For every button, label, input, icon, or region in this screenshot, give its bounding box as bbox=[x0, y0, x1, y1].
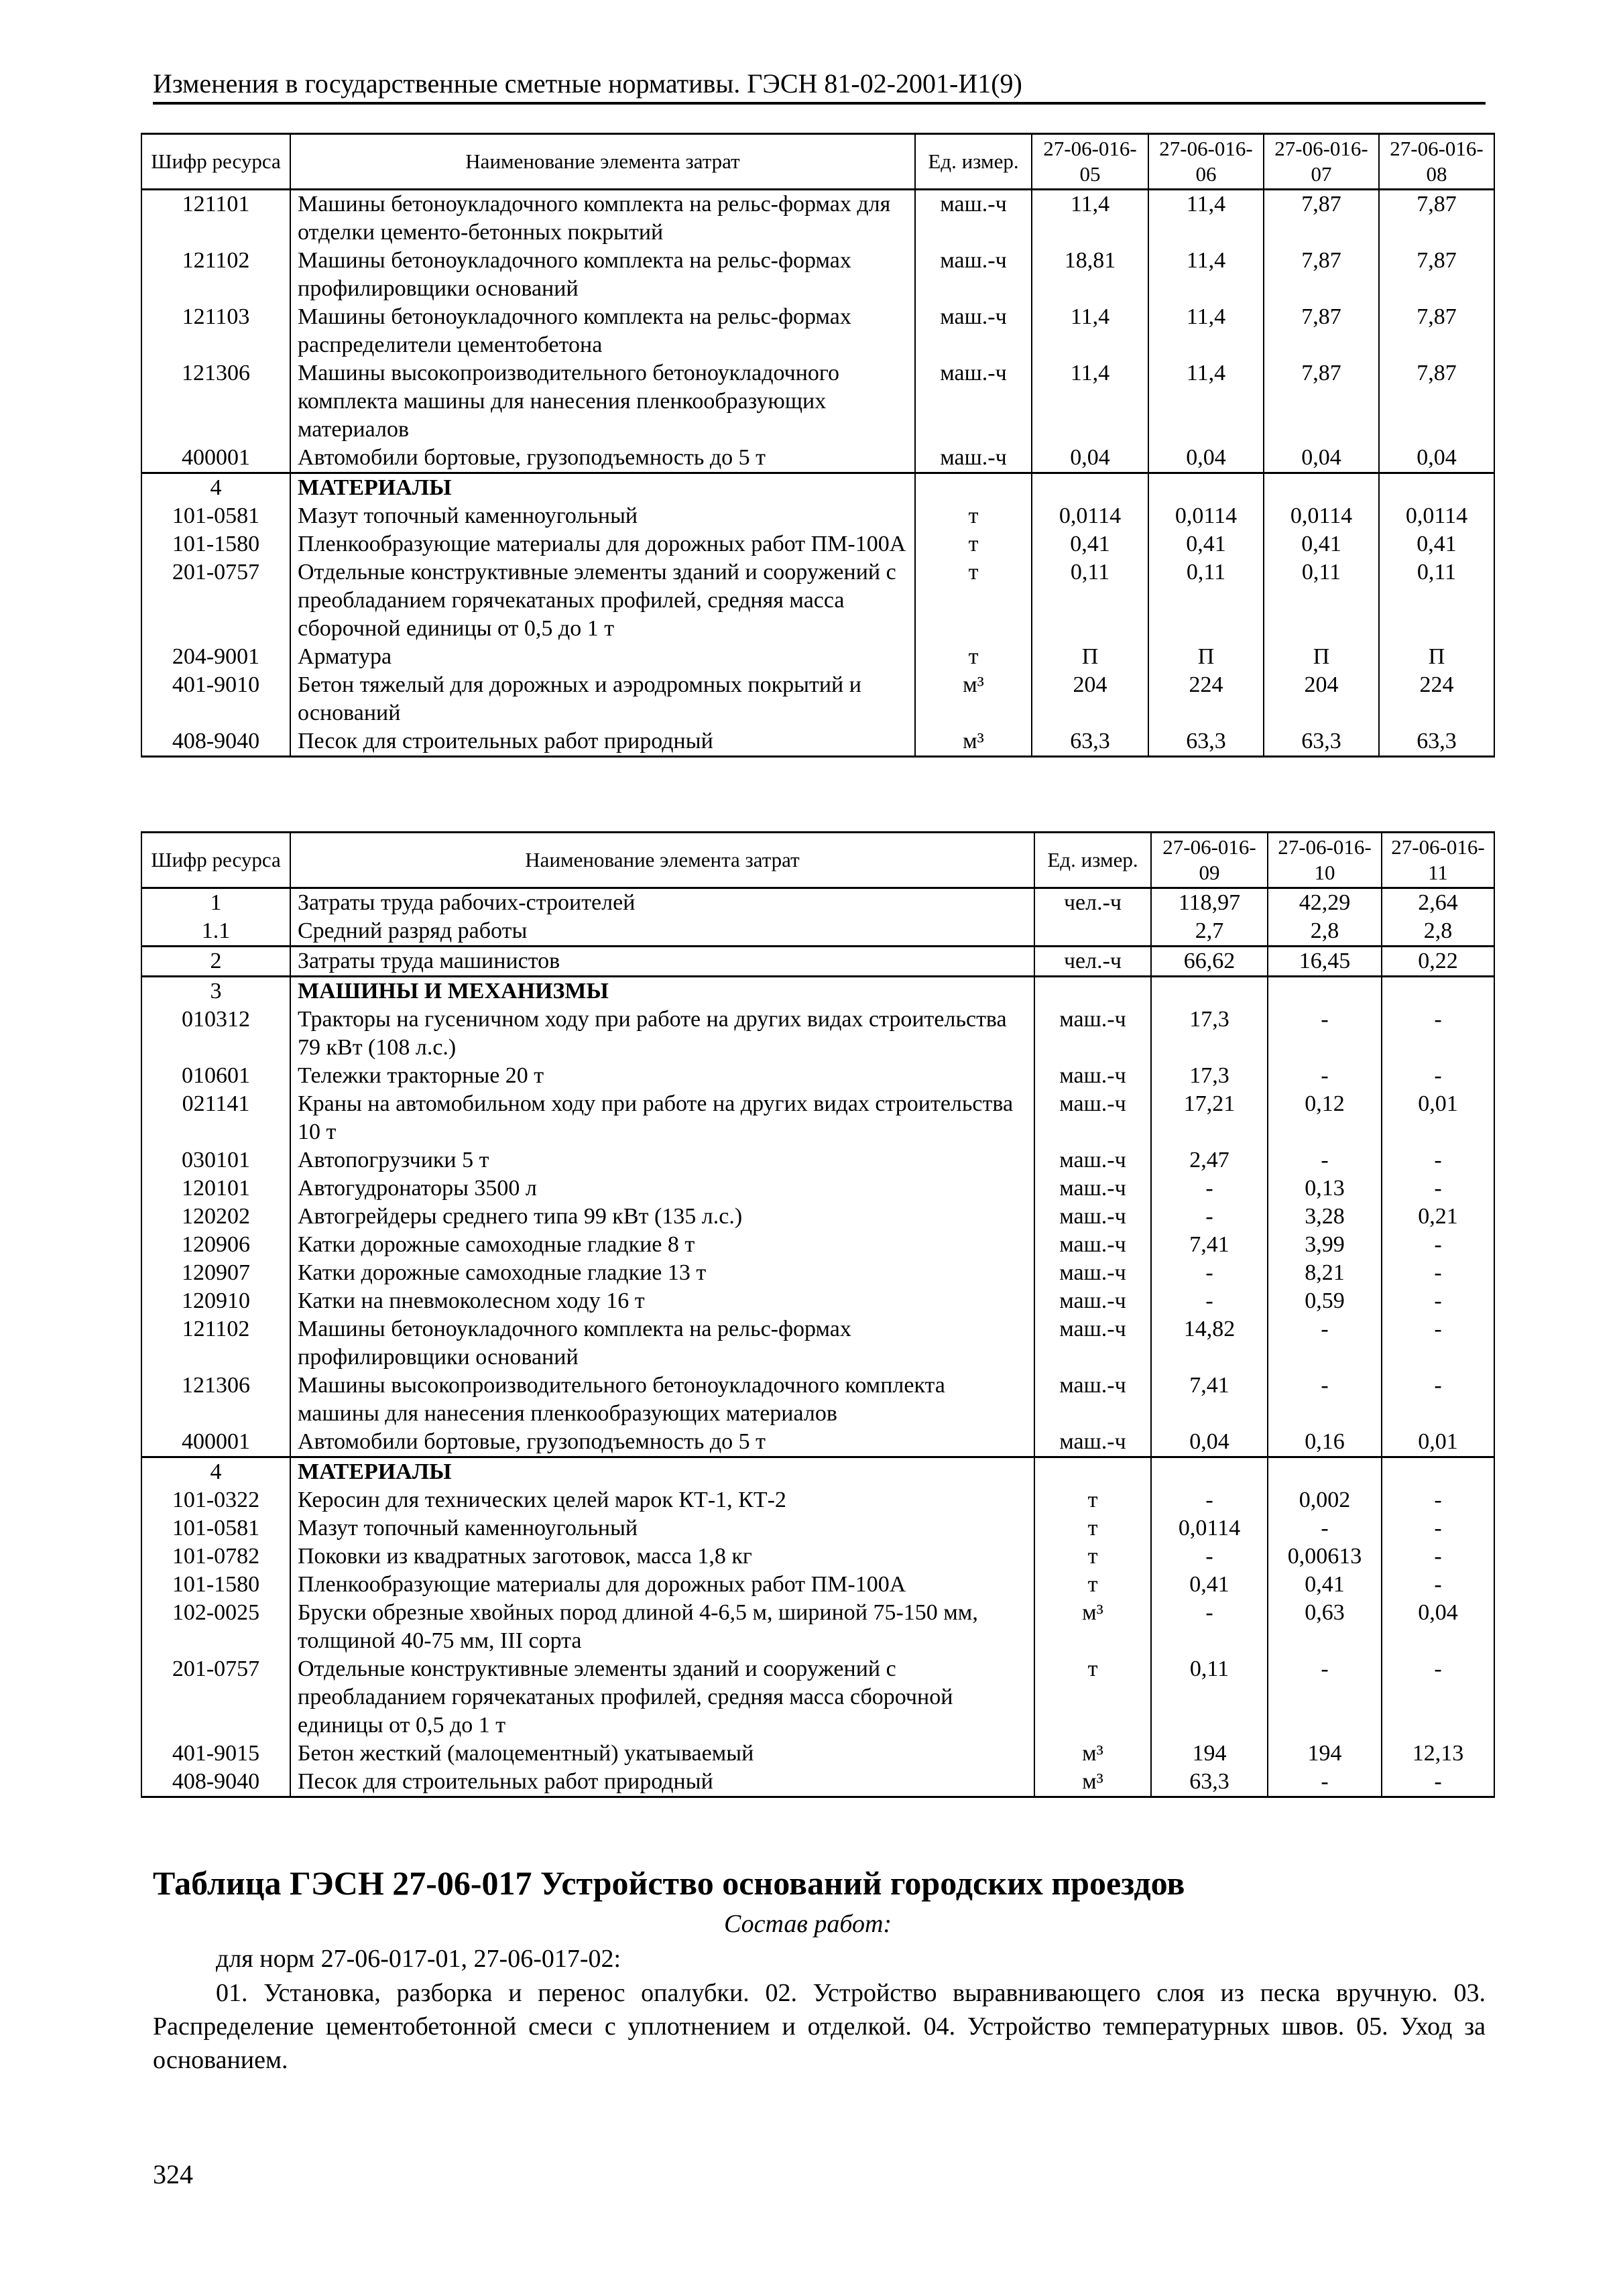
table-row bbox=[141, 1655, 1494, 1740]
resource-name: Машины бетоноукладочного комплекта на рельс-формах профилировщики оснований bbox=[290, 1315, 1034, 1372]
unit-cell: маш.-ч bbox=[1034, 1287, 1151, 1315]
value-cell: 18,81 bbox=[1032, 247, 1148, 303]
col-header-norm: 27-06-016-09 bbox=[1151, 833, 1268, 888]
value-cell: - bbox=[1382, 1259, 1494, 1287]
value-cell: П bbox=[1032, 643, 1148, 671]
unit-cell: маш.-ч bbox=[1034, 1372, 1151, 1428]
value-cell: 0,22 bbox=[1382, 947, 1494, 977]
value-cell: 11,4 bbox=[1148, 190, 1264, 247]
value-cell: 0,04 bbox=[1032, 444, 1148, 473]
value-cell: 0,11 bbox=[1264, 558, 1379, 643]
resource-name: Керосин для технических целей марок КТ-1, КТ-2 bbox=[290, 1486, 1034, 1514]
unit-cell bbox=[1034, 977, 1151, 1006]
resource-code: 1 bbox=[141, 888, 290, 918]
table-row bbox=[141, 1571, 1494, 1599]
value-cell: 0,0114 bbox=[1032, 502, 1148, 530]
col-header-norm: 27-06-016-05 bbox=[1032, 134, 1148, 190]
unit-cell: м³ bbox=[915, 671, 1032, 727]
value-cell: 0,11 bbox=[1148, 558, 1264, 643]
unit-cell: т bbox=[1034, 1543, 1151, 1571]
value-cell: - bbox=[1151, 1259, 1268, 1287]
resource-code: 010312 bbox=[141, 1006, 290, 1062]
unit-cell: м³ bbox=[1034, 1768, 1151, 1797]
value-cell: 7,87 bbox=[1379, 359, 1494, 444]
unit-cell bbox=[1034, 1457, 1151, 1487]
value-cell: - bbox=[1382, 1006, 1494, 1062]
unit-cell bbox=[1034, 917, 1151, 947]
value-cell: - bbox=[1268, 1062, 1382, 1090]
resource-name: Машины высокопроизводительного бетоноукладочного комплекта машины для нанесения пленкообразующих материалов bbox=[290, 359, 915, 444]
table-row bbox=[141, 190, 1494, 247]
value-cell bbox=[1032, 473, 1148, 503]
unit-cell bbox=[915, 473, 1032, 503]
unit-cell: т bbox=[1034, 1655, 1151, 1740]
value-cell: - bbox=[1151, 1203, 1268, 1231]
section-row bbox=[141, 473, 1494, 503]
resource-name: Песок для строительных работ природный bbox=[290, 727, 915, 757]
resource-code: 408-9040 bbox=[141, 1768, 290, 1797]
resource-code: 121102 bbox=[141, 1315, 290, 1372]
unit-cell: маш.-ч bbox=[1034, 1231, 1151, 1259]
resource-name: Затраты труда рабочих-строителей bbox=[290, 888, 1034, 918]
value-cell: 11,4 bbox=[1032, 359, 1148, 444]
value-cell: 11,4 bbox=[1032, 303, 1148, 359]
value-cell: 224 bbox=[1148, 671, 1264, 727]
value-cell: - bbox=[1151, 1287, 1268, 1315]
resource-name: Арматура bbox=[290, 643, 915, 671]
value-cell: 0,11 bbox=[1151, 1655, 1268, 1740]
table-row bbox=[141, 1543, 1494, 1571]
resource-name: Автогудронаторы 3500 л bbox=[290, 1174, 1034, 1203]
value-cell: 0,04 bbox=[1379, 444, 1494, 473]
table-row bbox=[141, 1174, 1494, 1203]
value-cell: 63,3 bbox=[1032, 727, 1148, 757]
value-cell: 204 bbox=[1032, 671, 1148, 727]
resource-code: 201-0757 bbox=[141, 558, 290, 643]
value-cell: 16,45 bbox=[1268, 947, 1382, 977]
table-row bbox=[141, 247, 1494, 303]
value-cell: 7,87 bbox=[1379, 247, 1494, 303]
col-header-unit: Ед. измер. bbox=[915, 134, 1032, 190]
unit-cell: м³ bbox=[1034, 1599, 1151, 1655]
value-cell: 66,62 bbox=[1151, 947, 1268, 977]
value-cell: 0,0114 bbox=[1264, 502, 1379, 530]
resource-code: 3 bbox=[141, 977, 290, 1006]
resource-code: 120202 bbox=[141, 1203, 290, 1231]
value-cell: 7,87 bbox=[1379, 303, 1494, 359]
unit-cell: маш.-ч bbox=[915, 303, 1032, 359]
table-row bbox=[141, 1740, 1494, 1768]
resource-code: 4 bbox=[141, 473, 290, 503]
resource-name: Пленкообразующие материалы для дорожных работ ПМ-100А bbox=[290, 530, 915, 558]
value-cell: 0,41 bbox=[1268, 1571, 1382, 1599]
unit-cell: маш.-ч bbox=[1034, 1203, 1151, 1231]
resource-name: МАТЕРИАЛЫ bbox=[290, 1457, 1034, 1487]
table-row bbox=[141, 1599, 1494, 1655]
value-cell: 204 bbox=[1264, 671, 1379, 727]
resource-code: 400001 bbox=[141, 444, 290, 473]
value-cell: 7,87 bbox=[1264, 190, 1379, 247]
value-cell: 2,8 bbox=[1382, 917, 1494, 947]
value-cell: 3,99 bbox=[1268, 1231, 1382, 1259]
table-row bbox=[141, 1428, 1494, 1457]
resource-code: 120101 bbox=[141, 1174, 290, 1203]
col-header-norm: 27-06-016-11 bbox=[1382, 833, 1494, 888]
table-row bbox=[141, 1062, 1494, 1090]
resource-name: Мазут топочный каменноугольный bbox=[290, 502, 915, 530]
col-header-code: Шифр ресурса bbox=[141, 833, 290, 888]
table-row bbox=[141, 671, 1494, 727]
value-cell bbox=[1151, 1457, 1268, 1487]
resource-code: 101-0322 bbox=[141, 1486, 290, 1514]
resource-name: Мазут топочный каменноугольный bbox=[290, 1514, 1034, 1543]
resource-name: Машины высокопроизводительного бетоноукладочного комплекта машины для нанесения пленкообразующих материалов bbox=[290, 1372, 1034, 1428]
value-cell: 63,3 bbox=[1379, 727, 1494, 757]
resource-table-016-05-08 bbox=[141, 133, 1495, 758]
resource-name: Песок для строительных работ природный bbox=[290, 1768, 1034, 1797]
table-row bbox=[141, 530, 1494, 558]
resource-name: Тележки тракторные 20 т bbox=[290, 1062, 1034, 1090]
resource-name: Машины бетоноукладочного комплекта на рельс-формах для отделки цементо-бетонных покрытий bbox=[290, 190, 915, 247]
resource-code: 101-1580 bbox=[141, 530, 290, 558]
unit-cell: т bbox=[915, 502, 1032, 530]
value-cell: 0,0114 bbox=[1148, 502, 1264, 530]
value-cell: 0,12 bbox=[1268, 1090, 1382, 1146]
value-cell: - bbox=[1268, 1006, 1382, 1062]
resource-name: Бетон тяжелый для дорожных и аэродромных покрытий и оснований bbox=[290, 671, 915, 727]
table-body bbox=[141, 190, 1494, 757]
value-cell: 12,13 bbox=[1382, 1740, 1494, 1768]
value-cell: 0,41 bbox=[1264, 530, 1379, 558]
table-header-row bbox=[141, 134, 1494, 190]
value-cell: 0,11 bbox=[1032, 558, 1148, 643]
value-cell: 8,21 bbox=[1268, 1259, 1382, 1287]
resource-code: 101-0782 bbox=[141, 1543, 290, 1571]
resource-name: Автопогрузчики 5 т bbox=[290, 1146, 1034, 1174]
resource-code: 021141 bbox=[141, 1090, 290, 1146]
value-cell: 0,04 bbox=[1148, 444, 1264, 473]
col-header-norm: 27-06-016-08 bbox=[1379, 134, 1494, 190]
resource-name: Средний разряд работы bbox=[290, 917, 1034, 947]
value-cell: 11,4 bbox=[1148, 247, 1264, 303]
value-cell: 7,87 bbox=[1264, 247, 1379, 303]
value-cell: - bbox=[1382, 1486, 1494, 1514]
unit-cell: маш.-ч bbox=[915, 247, 1032, 303]
value-cell: 0,13 bbox=[1268, 1174, 1382, 1203]
table-row bbox=[141, 1006, 1494, 1062]
unit-cell: маш.-ч bbox=[1034, 1174, 1151, 1203]
value-cell: - bbox=[1268, 1146, 1382, 1174]
value-cell: - bbox=[1268, 1315, 1382, 1372]
resource-code: 101-0581 bbox=[141, 1514, 290, 1543]
value-cell: 0,04 bbox=[1264, 444, 1379, 473]
section-row bbox=[141, 977, 1494, 1006]
value-cell: 42,29 bbox=[1268, 888, 1382, 918]
value-cell: 2,64 bbox=[1382, 888, 1494, 918]
table-row bbox=[141, 643, 1494, 671]
resource-code: 401-9010 bbox=[141, 671, 290, 727]
value-cell: - bbox=[1382, 1287, 1494, 1315]
norms-line: для норм 27-06-017-01, 27-06-017-02: bbox=[216, 1945, 621, 1973]
value-cell: 7,87 bbox=[1264, 359, 1379, 444]
resource-name: МАШИНЫ И МЕХАНИЗМЫ bbox=[290, 977, 1034, 1006]
table-row bbox=[141, 1768, 1494, 1797]
resource-code: 121306 bbox=[141, 1372, 290, 1428]
section-row bbox=[141, 1457, 1494, 1487]
table-row bbox=[141, 1259, 1494, 1287]
value-cell: - bbox=[1268, 1514, 1382, 1543]
table-row bbox=[141, 444, 1494, 473]
value-cell: 63,3 bbox=[1148, 727, 1264, 757]
value-cell: 0,04 bbox=[1151, 1428, 1268, 1457]
resource-name: Автомобили бортовые, грузоподъемность до 5 т bbox=[290, 1428, 1034, 1457]
resource-name: Отдельные конструктивные элементы зданий и сооружений с преобладанием горячекатаных профилей, средняя масса сборочной единицы от 0,5 до 1 т bbox=[290, 558, 915, 643]
unit-cell: чел.-ч bbox=[1034, 947, 1151, 977]
value-cell: 0,04 bbox=[1382, 1599, 1494, 1655]
table-header-row bbox=[141, 833, 1494, 888]
resource-code: 204-9001 bbox=[141, 643, 290, 671]
value-cell bbox=[1382, 977, 1494, 1006]
resource-code: 401-9015 bbox=[141, 1740, 290, 1768]
resource-code: 101-1580 bbox=[141, 1571, 290, 1599]
unit-cell: маш.-ч bbox=[1034, 1146, 1151, 1174]
table-row bbox=[141, 1315, 1494, 1372]
value-cell bbox=[1148, 473, 1264, 503]
value-cell: - bbox=[1382, 1768, 1494, 1797]
table-row bbox=[141, 1514, 1494, 1543]
value-cell: 17,21 bbox=[1151, 1090, 1268, 1146]
resource-name: Поковки из квадратных заготовок, масса 1,8 кг bbox=[290, 1543, 1034, 1571]
unit-cell: маш.-ч bbox=[1034, 1062, 1151, 1090]
value-cell: - bbox=[1151, 1543, 1268, 1571]
value-cell: П bbox=[1264, 643, 1379, 671]
resource-name: Отдельные конструктивные элементы зданий и сооружений с преобладанием горячекатаных профилей, средняя масса сборочной единицы от 0,5 до 1 т bbox=[290, 1655, 1034, 1740]
works-description: 01. Установка, разборка и перенос опалубки. 02. Устройство выравнивающего слоя из песка вручную. 03. Распределение цементобетонной смеси с уплотнением и отделкой. 04. Устройство температурных швов. 05. Уход за основанием. bbox=[153, 1979, 1486, 2074]
unit-cell: т bbox=[915, 558, 1032, 643]
value-cell: 0,01 bbox=[1382, 1090, 1494, 1146]
col-header-code: Шифр ресурса bbox=[141, 134, 290, 190]
running-header: Изменения в государственные сметные нормативы. ГЭСН 81-02-2001-И1(9) bbox=[153, 66, 1486, 105]
value-cell: 63,3 bbox=[1264, 727, 1379, 757]
value-cell: 17,3 bbox=[1151, 1062, 1268, 1090]
resource-name: Машины бетоноукладочного комплекта на рельс-формах распределители цементобетона bbox=[290, 303, 915, 359]
unit-cell: т bbox=[1034, 1486, 1151, 1514]
value-cell: - bbox=[1382, 1372, 1494, 1428]
value-cell: 224 bbox=[1379, 671, 1494, 727]
value-cell bbox=[1151, 977, 1268, 1006]
value-cell: 0,63 bbox=[1268, 1599, 1382, 1655]
resource-code: 408-9040 bbox=[141, 727, 290, 757]
table-row bbox=[141, 558, 1494, 643]
resource-name: Затраты труда машинистов bbox=[290, 947, 1034, 977]
resource-code: 1.1 bbox=[141, 917, 290, 947]
value-cell: 11,4 bbox=[1148, 303, 1264, 359]
resource-name: Автогрейдеры среднего типа 99 кВт (135 л.с.) bbox=[290, 1203, 1034, 1231]
value-cell: 2,7 bbox=[1151, 917, 1268, 947]
col-header-unit: Ед. измер. bbox=[1034, 833, 1151, 888]
value-cell: 0,41 bbox=[1379, 530, 1494, 558]
resource-name: Машины бетоноукладочного комплекта на рельс-формах профилировщики оснований bbox=[290, 247, 915, 303]
unit-cell: маш.-ч bbox=[1034, 1006, 1151, 1062]
resource-code: 010601 bbox=[141, 1062, 290, 1090]
table-row bbox=[141, 1486, 1494, 1514]
unit-cell: маш.-ч bbox=[1034, 1428, 1151, 1457]
table-row bbox=[141, 1231, 1494, 1259]
unit-cell: маш.-ч bbox=[1034, 1090, 1151, 1146]
value-cell: 0,002 bbox=[1268, 1486, 1382, 1514]
value-cell: 7,41 bbox=[1151, 1372, 1268, 1428]
value-cell: 63,3 bbox=[1151, 1768, 1268, 1797]
value-cell: - bbox=[1382, 1571, 1494, 1599]
value-cell: 11,4 bbox=[1032, 190, 1148, 247]
value-cell: 0,21 bbox=[1382, 1203, 1494, 1231]
resource-code: 4 bbox=[141, 1457, 290, 1487]
resource-code: 101-0581 bbox=[141, 502, 290, 530]
unit-cell: маш.-ч bbox=[1034, 1259, 1151, 1287]
value-cell: - bbox=[1382, 1062, 1494, 1090]
col-header-norm: 27-06-016-07 bbox=[1264, 134, 1379, 190]
resource-name: Бруски обрезные хвойных пород длиной 4-6,5 м, шириной 75-150 мм, толщиной 40-75 мм, III сорта bbox=[290, 1599, 1034, 1655]
resource-code: 120907 bbox=[141, 1259, 290, 1287]
value-cell: 0,41 bbox=[1148, 530, 1264, 558]
value-cell bbox=[1268, 1457, 1382, 1487]
resource-code: 2 bbox=[141, 947, 290, 977]
table-row bbox=[141, 1146, 1494, 1174]
value-cell: 7,41 bbox=[1151, 1231, 1268, 1259]
unit-cell: маш.-ч bbox=[915, 444, 1032, 473]
value-cell: - bbox=[1382, 1231, 1494, 1259]
value-cell: 0,16 bbox=[1268, 1428, 1382, 1457]
value-cell: П bbox=[1379, 643, 1494, 671]
resource-code: 201-0757 bbox=[141, 1655, 290, 1740]
value-cell: - bbox=[1382, 1543, 1494, 1571]
table-row bbox=[141, 1287, 1494, 1315]
resource-code: 121306 bbox=[141, 359, 290, 444]
table-row bbox=[141, 917, 1494, 947]
value-cell: 0,0114 bbox=[1379, 502, 1494, 530]
resource-code: 121103 bbox=[141, 303, 290, 359]
col-header-name: Наименование элемента затрат bbox=[290, 833, 1034, 888]
value-cell: - bbox=[1382, 1655, 1494, 1740]
unit-cell: маш.-ч bbox=[915, 359, 1032, 444]
value-cell: 0,00613 bbox=[1268, 1543, 1382, 1571]
value-cell: 118,97 bbox=[1151, 888, 1268, 918]
value-cell: 194 bbox=[1151, 1740, 1268, 1768]
resource-name: Катки дорожные самоходные гладкие 13 т bbox=[290, 1259, 1034, 1287]
table-row bbox=[141, 1203, 1494, 1231]
col-header-name: Наименование элемента затрат bbox=[290, 134, 915, 190]
resource-name: МАТЕРИАЛЫ bbox=[290, 473, 915, 503]
table-row bbox=[141, 359, 1494, 444]
value-cell: 0,41 bbox=[1032, 530, 1148, 558]
value-cell: 2,47 bbox=[1151, 1146, 1268, 1174]
unit-cell: маш.-ч bbox=[1034, 1315, 1151, 1372]
value-cell: 7,87 bbox=[1379, 190, 1494, 247]
value-cell: - bbox=[1151, 1599, 1268, 1655]
value-cell: - bbox=[1268, 1655, 1382, 1740]
resource-name: Тракторы на гусеничном ходу при работе на других видах строительства 79 кВт (108 л.с.) bbox=[290, 1006, 1034, 1062]
value-cell: 0,01 bbox=[1382, 1428, 1494, 1457]
resource-name: Бетон жесткий (малоцементный) укатываемый bbox=[290, 1740, 1034, 1768]
resource-code: 121101 bbox=[141, 190, 290, 247]
value-cell: 2,8 bbox=[1268, 917, 1382, 947]
col-header-norm: 27-06-016-10 bbox=[1268, 833, 1382, 888]
value-cell bbox=[1264, 473, 1379, 503]
table-row bbox=[141, 888, 1494, 918]
resource-code: 120910 bbox=[141, 1287, 290, 1315]
value-cell: 14,82 bbox=[1151, 1315, 1268, 1372]
table-row bbox=[141, 502, 1494, 530]
value-cell: - bbox=[1268, 1768, 1382, 1797]
value-cell: 194 bbox=[1268, 1740, 1382, 1768]
unit-cell: т bbox=[915, 530, 1032, 558]
unit-cell: т bbox=[1034, 1571, 1151, 1599]
resource-code: 102-0025 bbox=[141, 1599, 290, 1655]
value-cell: - bbox=[1382, 1174, 1494, 1203]
value-cell: - bbox=[1382, 1146, 1494, 1174]
col-header-norm: 27-06-016-06 bbox=[1148, 134, 1264, 190]
resource-code: 121102 bbox=[141, 247, 290, 303]
resource-code: 030101 bbox=[141, 1146, 290, 1174]
value-cell: - bbox=[1151, 1486, 1268, 1514]
resource-code: 120906 bbox=[141, 1231, 290, 1259]
section-subtitle: Состав работ: bbox=[724, 1910, 892, 1938]
page-number: 324 bbox=[153, 2159, 193, 2189]
value-cell: 11,4 bbox=[1148, 359, 1264, 444]
value-cell bbox=[1382, 1457, 1494, 1487]
value-cell bbox=[1268, 977, 1382, 1006]
table-row bbox=[141, 947, 1494, 977]
value-cell: - bbox=[1382, 1315, 1494, 1372]
value-cell: 0,11 bbox=[1379, 558, 1494, 643]
resource-name: Катки на пневмоколесном ходу 16 т bbox=[290, 1287, 1034, 1315]
resource-table-016-09-11 bbox=[141, 831, 1495, 1798]
value-cell: 3,28 bbox=[1268, 1203, 1382, 1231]
value-cell: 0,41 bbox=[1151, 1571, 1268, 1599]
resource-name: Катки дорожные самоходные гладкие 8 т bbox=[290, 1231, 1034, 1259]
unit-cell: маш.-ч bbox=[915, 190, 1032, 247]
value-cell: - bbox=[1151, 1174, 1268, 1203]
unit-cell: чел.-ч bbox=[1034, 888, 1151, 918]
resource-name: Краны на автомобильном ходу при работе на других видах строительства 10 т bbox=[290, 1090, 1034, 1146]
table-row bbox=[141, 1372, 1494, 1428]
value-cell: П bbox=[1148, 643, 1264, 671]
unit-cell: т bbox=[915, 643, 1032, 671]
table-row bbox=[141, 727, 1494, 757]
unit-cell: т bbox=[1034, 1514, 1151, 1543]
unit-cell: м³ bbox=[1034, 1740, 1151, 1768]
value-cell: - bbox=[1382, 1514, 1494, 1543]
value-cell: - bbox=[1268, 1372, 1382, 1428]
value-cell: 7,87 bbox=[1264, 303, 1379, 359]
resource-code: 400001 bbox=[141, 1428, 290, 1457]
value-cell: 0,0114 bbox=[1151, 1514, 1268, 1543]
table-row bbox=[141, 303, 1494, 359]
resource-name: Автомобили бортовые, грузоподъемность до 5 т bbox=[290, 444, 915, 473]
value-cell: 17,3 bbox=[1151, 1006, 1268, 1062]
section-title: Таблица ГЭСН 27-06-017 Устройство оснований городских проездов bbox=[153, 1864, 1185, 1902]
table-row bbox=[141, 1090, 1494, 1146]
table-body bbox=[141, 888, 1494, 1797]
resource-name: Пленкообразующие материалы для дорожных работ ПМ-100А bbox=[290, 1571, 1034, 1599]
value-cell: 0,59 bbox=[1268, 1287, 1382, 1315]
unit-cell: м³ bbox=[915, 727, 1032, 757]
value-cell bbox=[1379, 473, 1494, 503]
